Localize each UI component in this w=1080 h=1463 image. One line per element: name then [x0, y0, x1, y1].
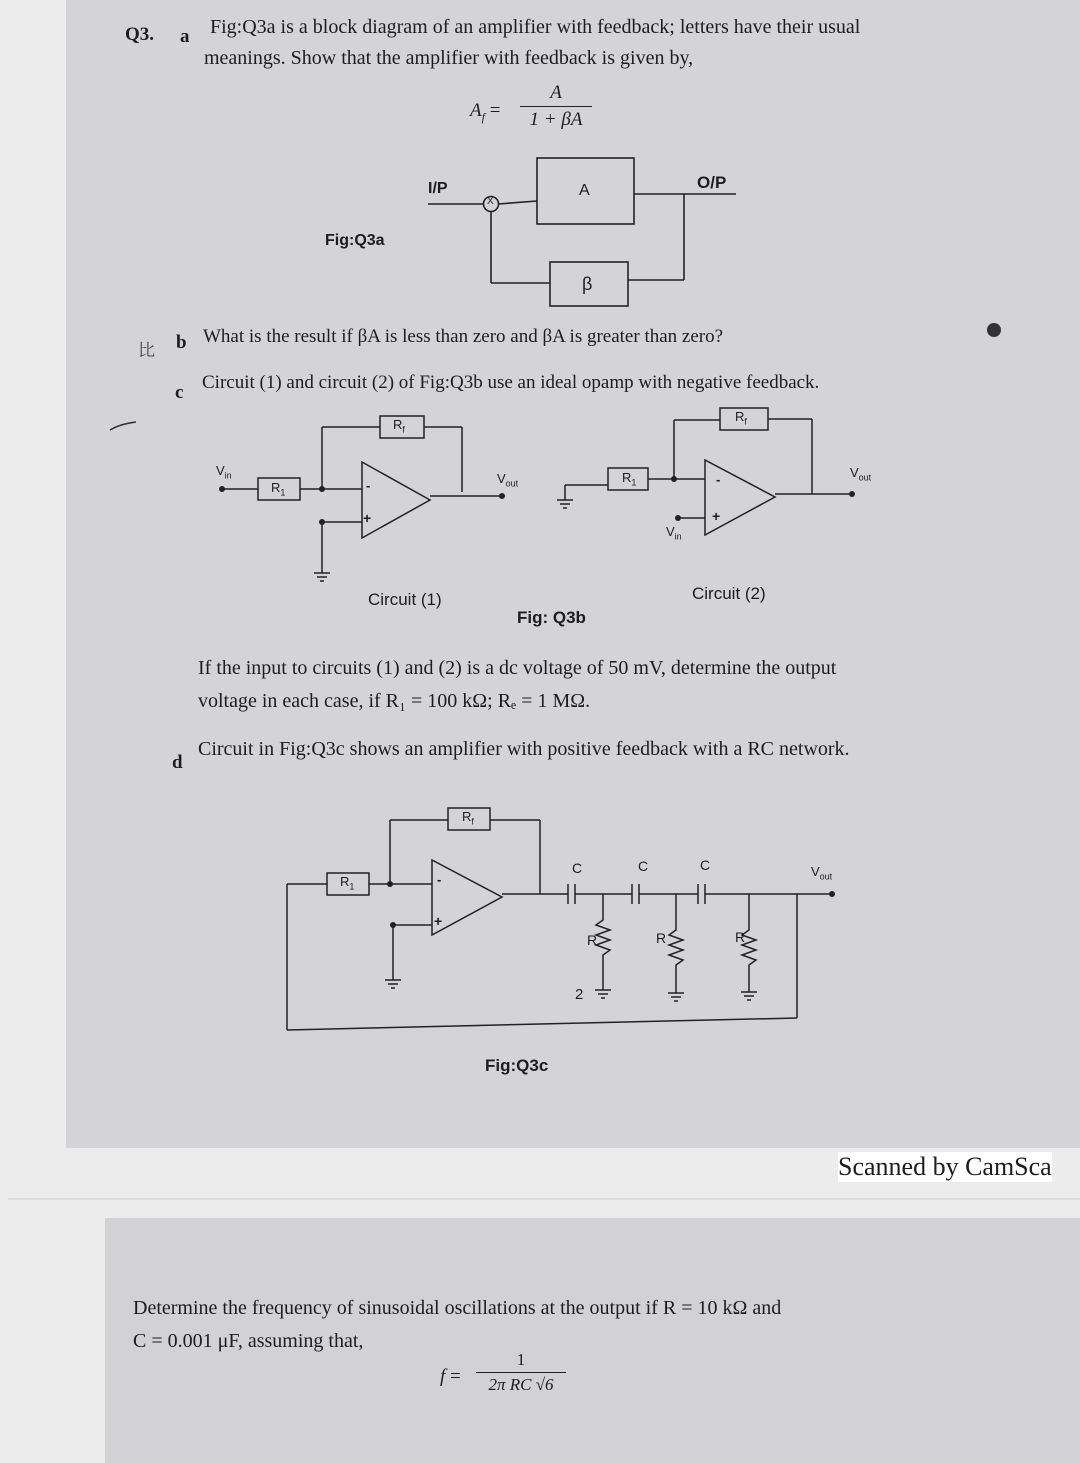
feedback-block-label: β [582, 274, 593, 294]
c1-vout-label: $V_{out}$ [497, 471, 519, 489]
c2-vin-label: $V_{in}$ [666, 524, 682, 542]
capacitor-1-label: C [572, 860, 583, 876]
af-formula-lhs: $A_f$ = [470, 100, 501, 124]
circuit-2-caption: Circuit (2) [692, 584, 766, 603]
mixer-symbol: X [487, 196, 494, 207]
c3-inverting-input: - [437, 872, 442, 887]
c1-inverting-input: - [366, 478, 371, 493]
handwritten-mark: 比 [138, 341, 155, 360]
part-d-letter: d [172, 752, 183, 773]
fraction-bar [476, 1372, 566, 1373]
frequency-denominator: 2π RC √6 [488, 1375, 554, 1395]
frequency-numerator: 1 [516, 1350, 526, 1369]
fig-q3c-wiring [287, 808, 832, 1030]
circuit-2-dots [671, 476, 855, 521]
part-c-letter: c [175, 382, 184, 403]
c2-r1-label: $R_1$ [622, 470, 637, 488]
resistor-3-label: R [735, 929, 746, 945]
part-c-question-line1: If the input to circuits (1) and (2) is a dc voltage of 50 mV, determine the output [198, 657, 837, 679]
c1-vin-label: $V_{in}$ [216, 463, 232, 481]
af-denominator: 1 + βA [529, 109, 583, 131]
part-c-question-line2: voltage in each case, if R₁ = 100 kΩ; Rₑ = 1 MΩ. [198, 690, 591, 712]
resistor-1-label: R [587, 932, 598, 948]
fig-q3b-caption: Fig: Q3b [517, 608, 586, 627]
c2-vout-label: $V_{out}$ [850, 465, 872, 483]
circuit-2-wiring [557, 408, 852, 535]
part-d-text: Circuit in Fig:Q3c shows an amplifier with positive feedback with a RC network. [198, 738, 850, 760]
part-a-text-line1: Fig:Q3a is a block diagram of an amplifier with feedback; letters have their usual [210, 16, 861, 38]
c2-noninverting-input: + [712, 508, 721, 524]
fig-q3c-dots [387, 881, 835, 928]
page2-question-line2: C = 0.001 μF, assuming that, [133, 1330, 364, 1352]
circuit-1-caption: Circuit (1) [368, 590, 442, 609]
scanner-watermark: Scanned by CamSca [838, 1152, 1052, 1181]
node-2-label: 2 [575, 986, 584, 1003]
input-label: I/P [428, 180, 448, 197]
circuit-1-wiring [222, 416, 502, 581]
frequency-formula-fraction [476, 1350, 566, 1395]
c1-rf-label: $R_f$ [393, 417, 405, 435]
fig-q3a-caption: Fig:Q3a [325, 232, 385, 249]
part-a-letter: a [180, 26, 190, 47]
c1-noninverting-input: + [363, 510, 372, 526]
c3-noninverting-input: + [434, 913, 443, 929]
fig-q3c-caption: Fig:Q3c [485, 1056, 549, 1075]
capacitor-2-label: C [638, 858, 649, 874]
c3-rf-label: $R_f$ [462, 809, 474, 827]
part-a-text-line2: meanings. Show that the amplifier with feedback is given by, [204, 47, 694, 69]
amp-block-label: A [579, 182, 590, 199]
question-number: Q3. [125, 24, 155, 45]
part-b-letter: b [176, 332, 187, 353]
capacitor-3-label: C [700, 857, 711, 873]
c3-vout-label: $V_{out}$ [811, 864, 833, 882]
c2-rf-label: $R_f$ [735, 409, 747, 427]
c2-inverting-input: - [716, 472, 721, 487]
af-numerator: A [550, 82, 562, 103]
output-label: O/P [697, 173, 727, 192]
c1-r1-label: $R_1$ [271, 480, 286, 498]
page2-question-line1: Determine the frequency of sinusoidal oscillations at the output if R = 10 kΩ and [133, 1297, 782, 1319]
frequency-formula-lhs: f = [440, 1366, 461, 1387]
part-c-text: Circuit (1) and circuit (2) of Fig:Q3b use an ideal opamp with negative feedback. [202, 372, 820, 393]
part-b-text: What is the result if βA is less than zero and βA is greater than zero? [203, 326, 724, 347]
c3-r1-label: $R_1$ [340, 874, 355, 892]
resistor-2-label: R [656, 930, 667, 946]
